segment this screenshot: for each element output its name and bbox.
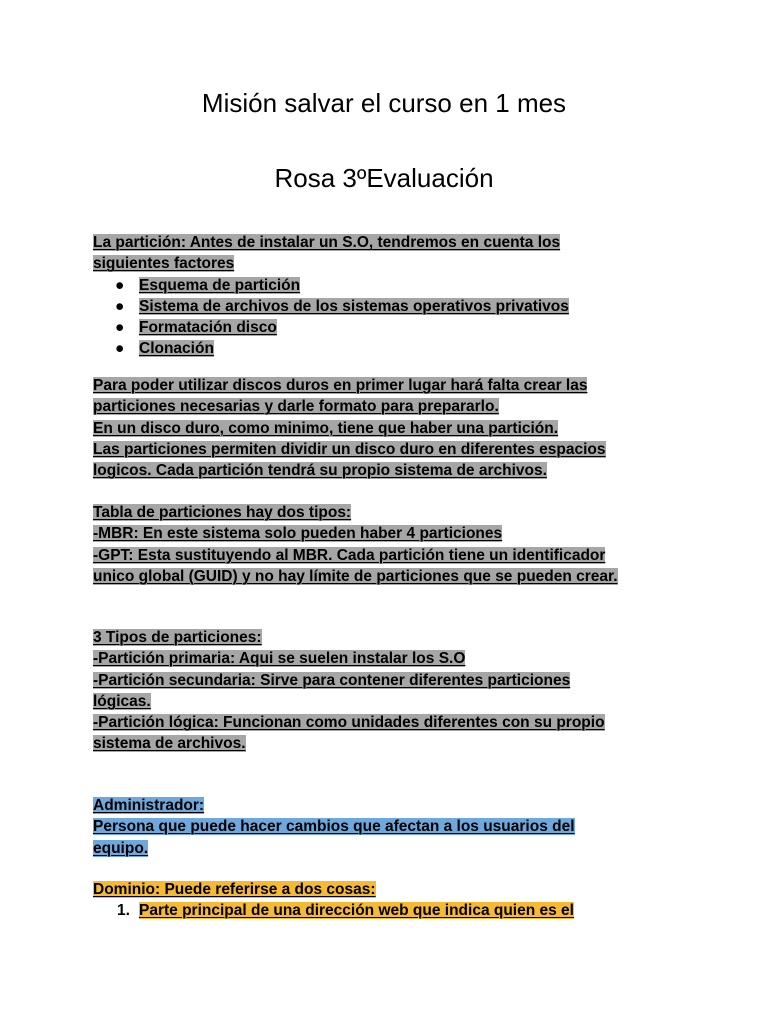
list-item: [93, 317, 683, 338]
discos-line: Para poder utilizar discos duros en primer lugar hará falta crear las: [93, 377, 588, 394]
particion-intro-line-1: La partición: Antes de instalar un S.O, tendremos en cuenta los: [93, 234, 561, 251]
particion-intro-line-2: siguientes factores: [93, 255, 235, 273]
list-item: [93, 900, 683, 921]
administrador-line: Persona que puede hacer cambios que afectan a los usuarios del: [93, 818, 575, 836]
list-item-number: 1.: [117, 902, 130, 920]
document-title: Misión salvar el curso en 1 mes: [201, 88, 567, 118]
tipos-line: 3 Tipos de particiones:: [93, 629, 262, 646]
section-discos: [93, 375, 683, 481]
administrador-line: equipo.: [93, 839, 149, 857]
particion-factors-list: [93, 275, 683, 360]
section-tabla-particiones: [93, 502, 683, 587]
list-item: [93, 296, 683, 317]
administrador-heading: Administrador:: [93, 797, 205, 814]
tabla-line: -MBR: En este sistema solo pueden haber 4 particiones: [93, 525, 503, 543]
list-item-text: Formatación disco: [139, 319, 277, 337]
discos-line: En un disco duro, como minimo, tiene que haber una partición.: [93, 419, 559, 437]
tabla-line: unico global (GUID) y no hay límite de particiones que se pueden crear.: [93, 567, 618, 585]
tipos-line: sistema de archivos.: [93, 735, 246, 753]
section-administrador: [93, 795, 683, 859]
tipos-line: -Partición primaria: Aqui se suelen instalar los S.O: [93, 650, 466, 668]
tipos-line: -Partición lógica: Funcionan como unidades diferentes con su propio: [93, 714, 605, 732]
list-item: [93, 338, 683, 359]
bullet-icon: ●: [115, 340, 125, 358]
discos-line: particiones necesarias y darle formato para prepararlo.: [93, 398, 499, 416]
tipos-line: -Partición secundaria: Sirve para contener diferentes particiones: [93, 671, 571, 689]
discos-line: Las particiones permiten dividir un disco duro en diferentes espacios: [93, 440, 606, 458]
bullet-icon: ●: [115, 319, 125, 337]
bullet-icon: ●: [115, 276, 125, 294]
tabla-line: Tabla de particiones hay dos tipos:: [93, 504, 352, 521]
dominio-list: [93, 900, 683, 921]
discos-line: logicos. Cada partición tendrá su propio sistema de archivos.: [93, 462, 547, 480]
bullet-icon: ●: [115, 297, 125, 315]
list-item: [93, 275, 683, 296]
list-item-text: Esquema de partición: [139, 276, 301, 294]
dominio-heading: Dominio: Puede referirse a dos cosas:: [93, 881, 376, 898]
section-tipos-particiones: [93, 627, 683, 755]
tipos-line: lógicas.: [93, 692, 151, 710]
section-dominio: [93, 879, 683, 922]
list-item-text: Parte principal de una dirección web que indica quien es el: [139, 902, 574, 920]
document-subtitle: Rosa 3ºEvaluación: [274, 163, 494, 193]
tabla-line: -GPT: Esta sustituyendo al MBR. Cada partición tiene un identificador: [93, 546, 606, 564]
list-item-text: Sistema de archivos de los sistemas operativos privativos: [139, 297, 569, 315]
section-particion: [93, 232, 683, 360]
list-item-text: Clonación: [139, 340, 214, 358]
